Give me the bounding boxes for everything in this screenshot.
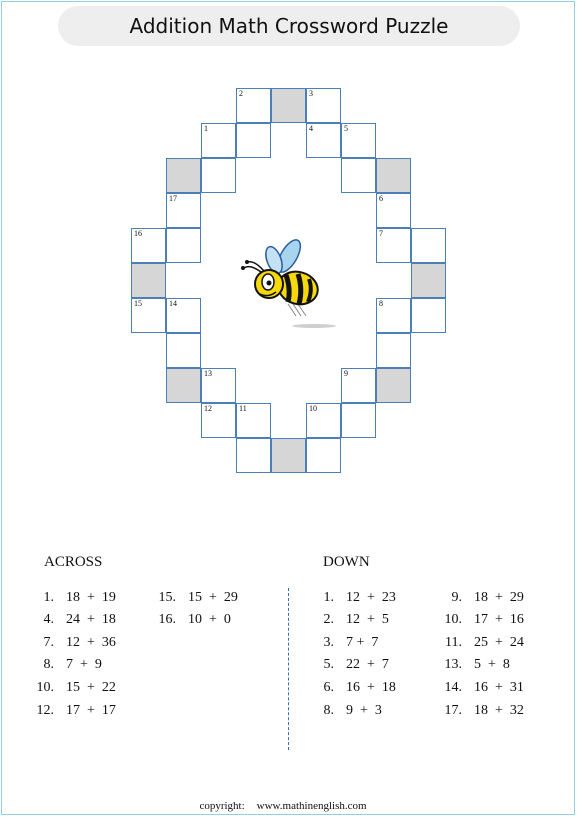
grid-cell[interactable] <box>236 438 271 473</box>
grid-cell-blocked <box>166 368 201 403</box>
grid-cell[interactable] <box>341 123 376 158</box>
down-clue: 14. 16 + 31 <box>444 680 524 695</box>
down-clue: 6. 16 + 18 <box>323 680 396 695</box>
copyright-footer <box>0 800 578 812</box>
down-clue: 13. 5 + 8 <box>444 657 510 672</box>
grid-cell[interactable] <box>341 403 376 438</box>
down-clue: 5. 22 + 7 <box>323 657 389 672</box>
grid-cell[interactable] <box>376 228 411 263</box>
grid-cell[interactable] <box>376 298 411 333</box>
down-heading: DOWN <box>323 554 370 570</box>
grid-cell-blocked <box>376 158 411 193</box>
cell-number: 12 <box>204 404 212 413</box>
grid-cell[interactable] <box>376 333 411 368</box>
cell-number: 2 <box>239 89 243 98</box>
site-url[interactable]: www.mathinenglish.com <box>256 800 367 812</box>
across-clue: 16. 10 + 0 <box>158 612 231 627</box>
grid-cell[interactable] <box>306 403 341 438</box>
across-heading: ACROSS <box>44 554 103 570</box>
grid-cell[interactable] <box>236 123 271 158</box>
cell-number: 17 <box>169 194 177 203</box>
cell-number: 5 <box>344 124 348 133</box>
grid-cell-blocked <box>411 263 446 298</box>
grid-cell[interactable] <box>236 403 271 438</box>
down-clue: 8. 9 + 3 <box>323 703 382 718</box>
grid-cell[interactable] <box>131 298 166 333</box>
cell-number: 11 <box>239 404 247 413</box>
across-clue: 15. 15 + 29 <box>158 590 238 605</box>
grid-cell[interactable] <box>201 368 236 403</box>
grid-cell-blocked <box>131 263 166 298</box>
cell-number: 8 <box>379 299 383 308</box>
cell-number: 13 <box>204 369 212 378</box>
grid-cell-blocked <box>271 88 306 123</box>
grid-cell[interactable] <box>201 403 236 438</box>
cell-number: 10 <box>309 404 317 413</box>
grid-cell[interactable] <box>306 438 341 473</box>
copyright-label: copyright: <box>199 800 245 812</box>
grid-cell[interactable] <box>166 228 201 263</box>
grid-cell[interactable] <box>411 298 446 333</box>
down-clue: 10. 17 + 16 <box>444 612 524 627</box>
across-clue: 8. 7 + 9 <box>43 657 102 672</box>
grid-cell[interactable] <box>166 298 201 333</box>
down-clue: 2. 12 + 5 <box>323 612 389 627</box>
cell-number: 4 <box>309 124 313 133</box>
grid-cell[interactable] <box>166 333 201 368</box>
grid-cell[interactable] <box>201 123 236 158</box>
grid-cell[interactable] <box>201 158 236 193</box>
grid-cell[interactable] <box>341 158 376 193</box>
down-clue: 3. 7 + 7 <box>323 635 379 650</box>
grid-cell[interactable] <box>166 193 201 228</box>
grid-cell-blocked <box>166 158 201 193</box>
cell-number: 9 <box>344 369 348 378</box>
grid-cell[interactable] <box>306 88 341 123</box>
grid-cell[interactable] <box>236 88 271 123</box>
cell-number: 1 <box>204 124 208 133</box>
bee-illustration <box>236 234 340 332</box>
grid-cell[interactable] <box>131 228 166 263</box>
across-clue: 12. 17 + 17 <box>36 703 116 718</box>
across-clue: 7. 12 + 36 <box>43 635 116 650</box>
down-clue: 11. 25 + 24 <box>445 635 524 650</box>
cell-number: 15 <box>134 299 142 308</box>
grid-cell-blocked <box>271 438 306 473</box>
grid-cell[interactable] <box>341 368 376 403</box>
grid-cell[interactable] <box>376 193 411 228</box>
column-divider <box>288 588 289 750</box>
cell-number: 16 <box>134 229 142 238</box>
cell-number: 3 <box>309 89 313 98</box>
cell-number: 6 <box>379 194 383 203</box>
across-clue: 1. 18 + 19 <box>43 590 116 605</box>
down-clue: 17. 18 + 32 <box>444 703 524 718</box>
cell-number: 7 <box>379 229 383 238</box>
grid-cell-blocked <box>376 368 411 403</box>
grid-cell[interactable] <box>411 228 446 263</box>
grid-cell[interactable] <box>306 123 341 158</box>
down-clue: 1. 12 + 23 <box>323 590 396 605</box>
page-title: Addition Math Crossword Puzzle <box>58 6 520 46</box>
cell-number: 14 <box>169 299 177 308</box>
down-clue: 9. 18 + 29 <box>451 590 524 605</box>
across-clue: 4. 24 + 18 <box>43 612 116 627</box>
across-clue: 10. 15 + 22 <box>36 680 116 695</box>
